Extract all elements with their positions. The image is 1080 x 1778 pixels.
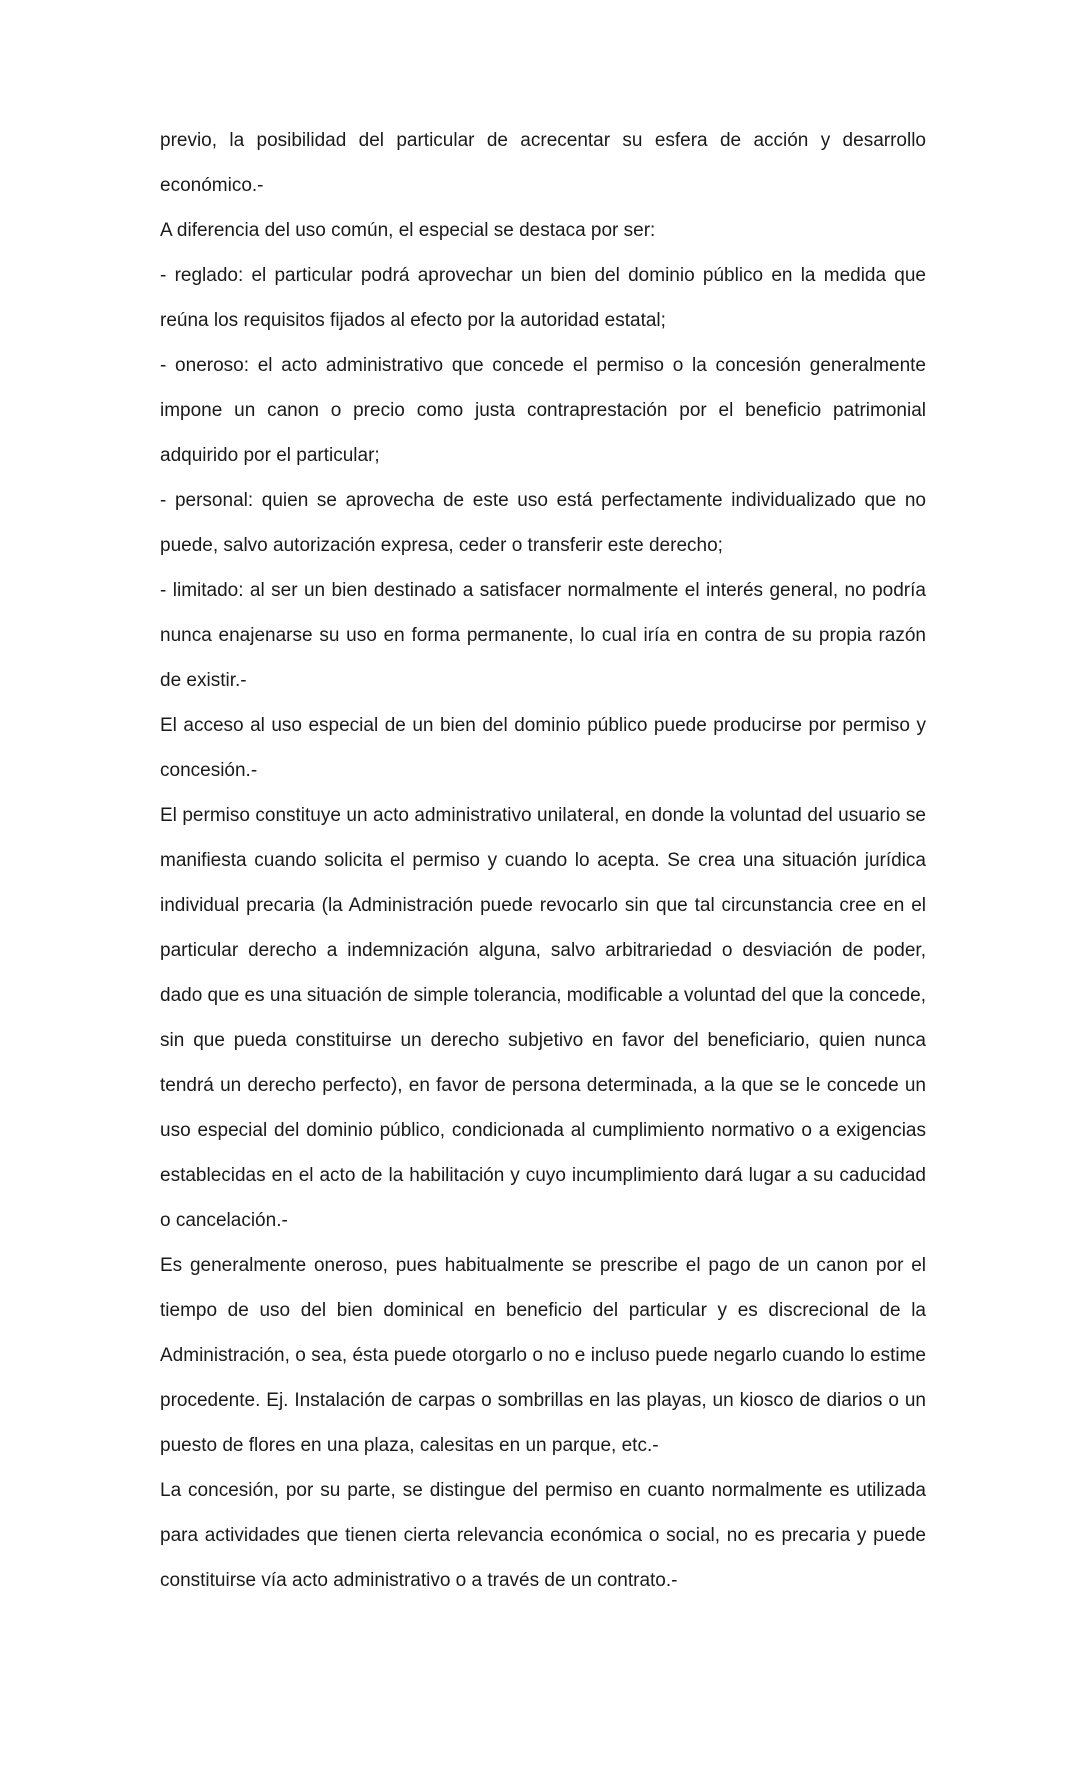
list-item-personal: - personal: quien se aprovecha de este uso está perfectamente individualizado que no puede, salvo autorización expresa, ceder o transferir este derecho; — [160, 490, 926, 556]
paragraph-special-use-intro: A diferencia del uso común, el especial se destaca por ser: — [160, 220, 656, 241]
list-item-oneroso: - oneroso: el acto administrativo que concede el permiso o la concesión generalmente impone un canon o precio como justa contraprestación por el beneficio patrimonial adquirido por el particular; — [160, 355, 926, 466]
paragraph-permiso-definition: El permiso constituye un acto administrativo unilateral, en donde la voluntad del usuario se manifiesta cuando solicita el permiso y cuando lo acepta. Se crea una situación jurídica individual precaria (la Administración puede revocarlo sin que tal circunstancia cree en el particular derecho a indemnización alguna, salvo arbitrariedad o desviación de poder, dado que es una situación de simple tolerancia, modificable a voluntad del que la concede, sin que pueda constituirse un derecho subjetivo en favor del beneficiario, quien nunca tendrá un derecho perfecto), en favor de persona determinada, a la que se le concede un uso especial del dominio público, condicionada al cumplimiento normativo o a exigencias establecidas en el acto de la habilitación y cuyo incumplimiento dará lugar a su caducidad o cancelación.- — [160, 805, 926, 1231]
list-item-reglado: - reglado: el particular podrá aprovechar un bien del dominio público en la medida que reúna los requisitos fijados al efecto por la autoridad estatal; — [160, 265, 926, 331]
paragraph-concesion: La concesión, por su parte, se distingue del permiso en cuanto normalmente es utilizada para actividades que tienen cierta relevancia económica o social, no es precaria y puede constituirse vía acto administrativo o a través de un contrato.- — [160, 1480, 926, 1591]
paragraph-intro-continuation: previo, la posibilidad del particular de acrecentar su esfera de acción y desarrollo económico.- — [160, 130, 926, 196]
document-body — [160, 118, 926, 1603]
paragraph-access-special-use: El acceso al uso especial de un bien del dominio público puede producirse por permiso y concesión.- — [160, 715, 926, 781]
list-item-limitado: - limitado: al ser un bien destinado a satisfacer normalmente el interés general, no podría nunca enajenarse su uso en forma permanente, lo cual iría en contra de su propia razón de existir.- — [160, 580, 926, 691]
paragraph-permiso-oneroso: Es generalmente oneroso, pues habitualmente se prescribe el pago de un canon por el tiempo de uso del bien dominical en beneficio del particular y es discrecional de la Administración, o sea, ésta puede otorgarlo o no e incluso puede negarlo cuando lo estime procedente. Ej. Instalación de carpas o sombrillas en las playas, un kiosco de diarios o un puesto de flores en una plaza, calesitas en un parque, etc.- — [160, 1255, 926, 1456]
